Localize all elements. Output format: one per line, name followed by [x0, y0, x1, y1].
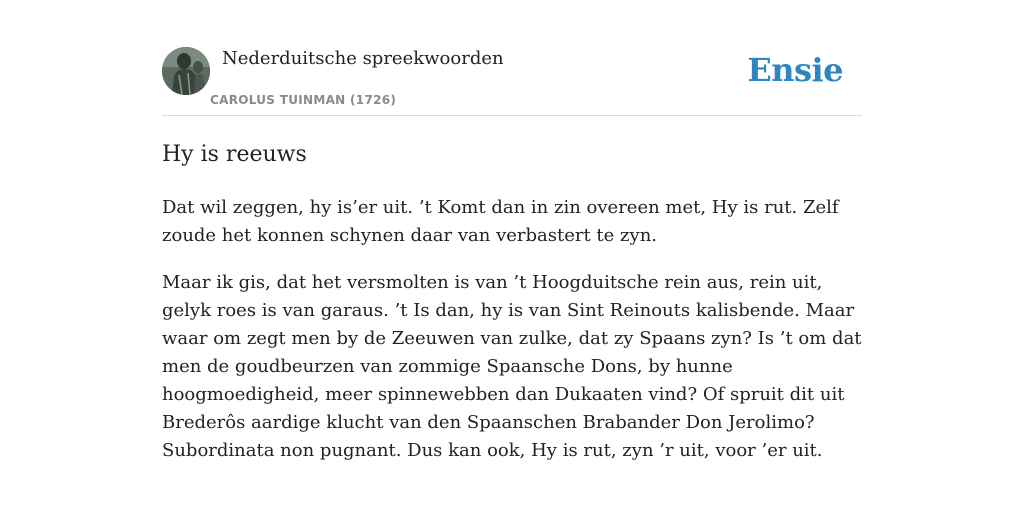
entry-paragraph-1: Dat wil zeggen, hy is’er uit. ’t Komt dan in zin overeen met, Hy is rut. Zelf zoude het konnen schynen daar van verbastert te zyn. [162, 197, 839, 246]
entry-card [162, 46, 862, 465]
author-avatar[interactable] [162, 47, 210, 95]
entry-header [162, 46, 862, 116]
entry-title: Hy is reeuws [162, 142, 307, 167]
author-name[interactable]: CAROLUS TUINMAN (1726) [210, 93, 397, 107]
ensie-logo[interactable]: Ensie [747, 51, 843, 89]
entry-paragraph-2: Maar ik gis, dat het versmolten is van ’t Hoogduitsche rein aus, rein uit, gelyk roes is van garaus. ’t Is dan, hy is van Sint Reinouts kalisbende. Maar waar om zegt men by de Zeeuwen van zulke, dat zy Spaans zyn? Is ’t om dat men de goudbeurzen van zommige Spaansche Dons, by hunne hoogmoedigheid, meer spinnewebben dan Dukaaten vind? Of spruit dit uit Brederôs aardige klucht van den Spaanschen Brabander Don Jerolimo? Subordinata non pugnant. Dus kan ook, Hy is rut, zyn ’r uit, voor ’er uit. [162, 272, 862, 461]
book-title[interactable]: Nederduitsche spreekwoorden [222, 48, 504, 69]
statue-portrait-icon [162, 47, 210, 95]
